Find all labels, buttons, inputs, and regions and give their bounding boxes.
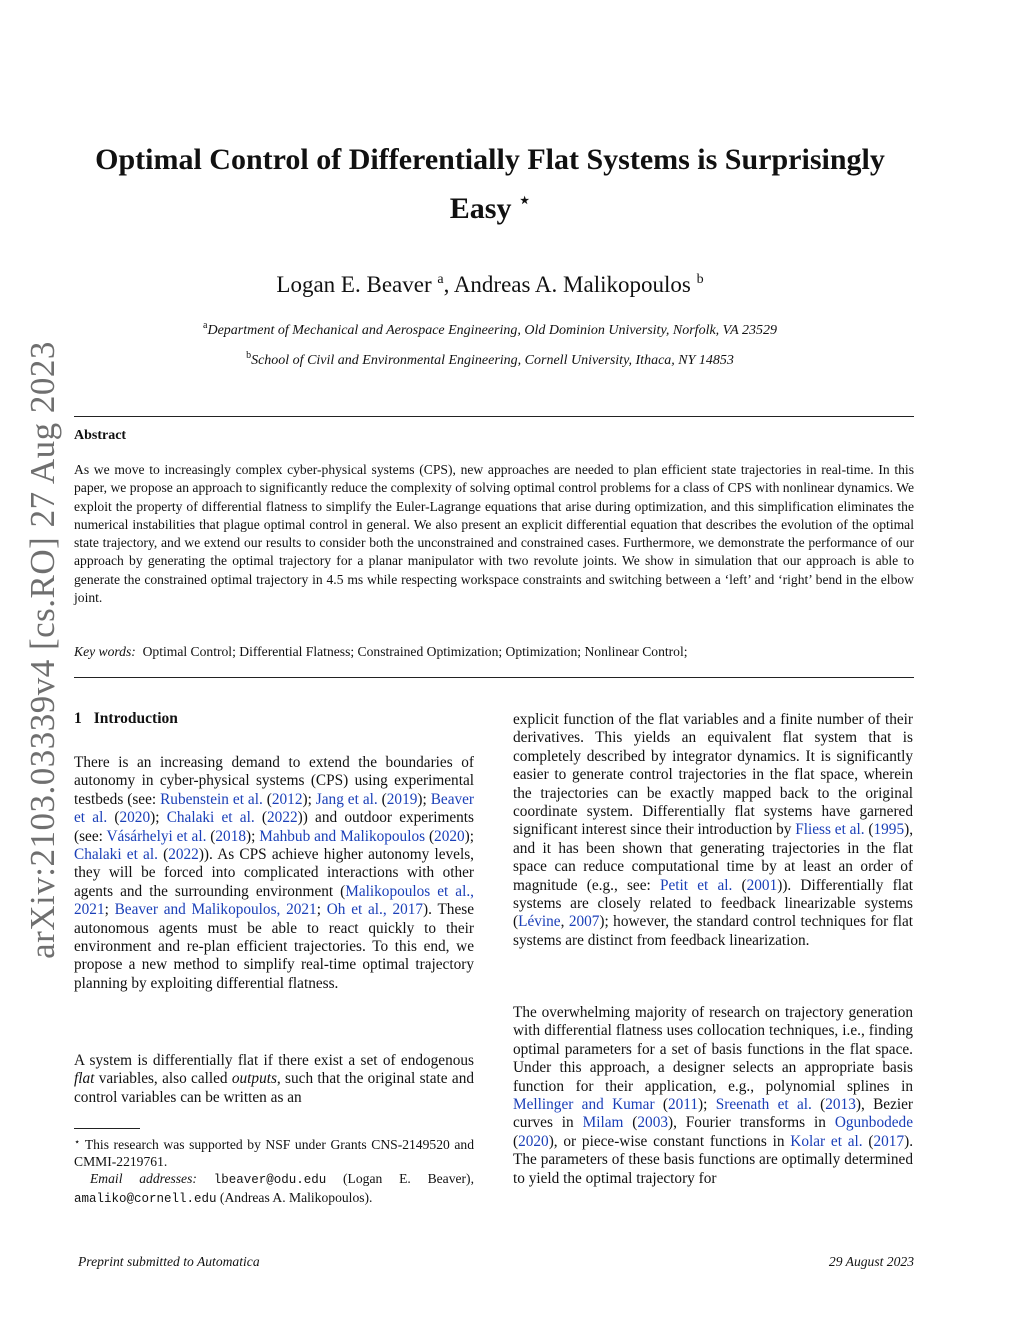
affiliation-b-mark: b — [246, 350, 252, 361]
email-link-beaver[interactable]: lbeaver@odu.edu — [213, 1173, 327, 1187]
citation-link[interactable]: Kolar et al. — [790, 1132, 863, 1150]
affiliation-b-text: School of Civil and Environmental Engineering, Cornell University, Ithaca, NY 14853 — [251, 353, 734, 368]
footer-date: 29 August 2023 — [828, 1254, 914, 1269]
section-number: 1 — [74, 710, 82, 727]
title-word: Easy — [449, 192, 512, 225]
affiliation-a-mark: a — [203, 320, 208, 331]
citation-year-link[interactable]: 2020 — [434, 827, 465, 845]
citation-link[interactable]: Lévine — [518, 913, 561, 931]
footnote-rule — [74, 1128, 140, 1129]
citation-link[interactable]: Milam — [582, 1114, 624, 1132]
citation-link[interactable]: Mellinger and Kumar — [513, 1096, 655, 1114]
citation-link[interactable]: Sreenath et al. — [715, 1096, 812, 1114]
citation-link[interactable]: Beaver et al. — [74, 790, 475, 827]
footer-preprint-note: Preprint submitted to Automatica — [78, 1254, 260, 1269]
citation-link[interactable]: Oh et al., 2017 — [326, 901, 424, 919]
title-line-2 — [60, 180, 920, 229]
paper-title — [60, 140, 920, 229]
affiliation-b — [60, 350, 920, 369]
citation-year-link[interactable]: 2012 — [271, 790, 303, 808]
arxiv-sidebar — [8, 341, 78, 959]
citation-link[interactable]: Beaver and Malikopoulos, 2021 — [114, 901, 317, 919]
footnote-emails: Email addresses: lbeaver@odu.edu (Logan E. Beaver), amaliko@cornell.edu (Andreas A. Malikopoulos). — [74, 1171, 474, 1206]
author-1: Logan E. Beaver — [276, 272, 432, 297]
citation-year-link[interactable]: 2022 — [168, 846, 199, 864]
author-1-affil-mark: a — [437, 272, 444, 287]
affiliation-a-text: Department of Mechanical and Aerospace Engineering, Old Dominion University, Norfolk, VA 23529 — [207, 323, 777, 338]
keywords-label: Key words: — [74, 644, 136, 659]
left-column-paragraph-1: There is an increasing demand to extend the boundaries of autonomy in cyber-physical systems (CPS) using experimental testbeds (see: Rubenstein et al. (2012); Jang et al. (2019); Beaver et al. (2020); Chalaki et al. (2022)) and outdoor experiments (see: Vásárhelyi et al. (2018); Mahbub and Malikopoulos (2020); Chalaki et al. (2022)). As CPS achieve higher autonomy levels, they will be forced into complicated interactions with other agents and the surrounding environment (Malikopoulos et al., 2021; Beaver and Malikopoulos, 2021; Oh et al., 2017). These autonomous agents must be able to react quickly to their environment and re-plan efficient trajectories. To this end, we propose a new method to simplify real-time optimal trajectory planning by exploiting differential flatness. — [74, 754, 475, 992]
title-footnote-mark[interactable]: ⋆ — [518, 190, 531, 210]
citation-year-link[interactable]: 1995 — [873, 821, 905, 839]
author-2: Andreas A. Malikopoulos — [453, 272, 691, 297]
citation-year-link[interactable]: 2001 — [746, 876, 778, 894]
citation-year-link[interactable]: 2019 — [386, 790, 418, 808]
citation-link[interactable]: Chalaki et al. — [166, 809, 255, 827]
citation-year-link[interactable]: 2020 — [518, 1132, 549, 1150]
section-title: Introduction — [93, 710, 178, 727]
title-line-1: Optimal Control of Differentially Flat Systems is Surprisingly — [95, 143, 885, 176]
email-link-malikopoulos[interactable]: amaliko@cornell.edu — [74, 1192, 217, 1206]
citation-year-link[interactable]: 2022 — [267, 809, 298, 827]
right-column-paragraph-2: The overwhelming majority of research on trajectory generation with differential flatness uses collocation techniques, i.e., finding optimal parameters for a set of basis functions in the flat space. Under this approach, a designer selects an appropriate basis function for their application, e.g., polynomial splines in Mellinger and Kumar (2011); Sreenath et al. (2013), Bezier curves in Milam (2003), Fourier transforms in Ogunbodede (2020), or piece-wise constant functions in Kolar et al. (2017). The parameters of these basis functions are optimally determined to yield the optimal trajectory for — [513, 1004, 914, 1187]
citation-link[interactable]: Chalaki et al. — [74, 846, 158, 864]
citation-link[interactable]: Fliess et al. — [795, 821, 865, 839]
keywords — [74, 644, 914, 660]
citation-year-link[interactable]: 2017 — [873, 1132, 905, 1150]
keywords-text: Optimal Control; Differential Flatness; Constrained Optimization; Optimization; Nonlinear Control; — [142, 644, 688, 659]
citation-link[interactable]: Jang et al. — [315, 790, 378, 808]
right-column-paragraph-1: explicit function of the flat variables and a finite number of their derivatives. This yields an equivalent flat system that is completely described by integrator dynamics. It is significantly easier to generate control trajectories in the flat space, wherein the trajectories can be exactly mapped back to the original coordinate system. Differentially flat systems have garnered significant interest since their introduction by Fliess et al. (1995), and it has been shown that generating trajectories in the flat space can reduce computational time by at least an order of magnitude (e.g., see: Petit et al. (2001)). Differentially flat systems are closely related to feedback linearizable systems (Lévine, 2007); however, the standard control techniques for flat systems are distinct from feedback linearization. — [513, 711, 914, 949]
citation-year-link[interactable]: 2003 — [637, 1114, 668, 1132]
citation-link[interactable]: Mahbub and Malikopoulos — [259, 827, 426, 845]
citation-year-link[interactable]: 2013 — [825, 1096, 856, 1114]
email-label: Email addresses: — [90, 1171, 197, 1186]
citation-link[interactable]: Vásárhelyi et al. — [106, 827, 207, 845]
author-list — [60, 272, 920, 298]
citation-link[interactable]: Malikopoulos et al., 2021 — [74, 882, 474, 919]
citation-year-link[interactable]: 2018 — [215, 827, 246, 845]
citation-year-link[interactable]: 2020 — [119, 809, 151, 827]
abstract-bottom-rule — [74, 677, 914, 678]
citation-link[interactable]: Petit et al. — [659, 876, 733, 894]
footnote-funding: ⋆ This research was supported by NSF under Grants CNS-2149520 and CMMI-2219761. — [74, 1137, 474, 1169]
section-heading-introduction — [74, 710, 178, 728]
left-column-paragraph-2: A system is differentially flat if there exist a set of endogenous flat variables, also called outputs, such that the original state and control variables can be written as an — [74, 1052, 474, 1106]
citation-year-link[interactable]: 2011 — [668, 1096, 699, 1114]
author-2-affil-mark: b — [696, 272, 704, 287]
citation-link[interactable]: Rubenstein et al. — [160, 790, 263, 808]
abstract-top-rule — [74, 416, 914, 417]
author-separator: , — [443, 272, 454, 297]
arxiv-identifier: arXiv:2103.03339v4 [cs.RO] 27 Aug 2023 — [23, 341, 62, 959]
affiliation-a — [60, 320, 920, 339]
abstract-text: As we move to increasingly complex cyber-physical systems (CPS), new approaches are needed to plan efficient state trajectories in real-time. In this paper, we propose an approach to significantly reduce the complexity of solving optimal control problems for a class of CPS with nonlinear dynamics. We exploit the property of differential flatness to simplify the Euler-Lagrange equations that arise during optimization, and this simplification eliminates the numerical instabilities that plague optimal control in general. We also present an explicit differential equation that describes the evolution of the optimal state trajectory, and we extend our results to consider both the unconstrained and constrained cases. Furthermore, we demonstrate the performance of our approach by generating the optimal trajectory for a planar manipulator with two revolute joints. We show in simulation that our approach is able to generate the constrained optimal trajectory in 4.5 ms while respecting workspace constraints and switching between a ‘left’ and ‘right’ bend in the elbow joint. — [74, 462, 914, 606]
abstract-heading: Abstract — [74, 428, 127, 443]
citation-link[interactable]: Ogunbodede — [834, 1114, 913, 1132]
citation-year-link[interactable]: 2007 — [568, 913, 600, 931]
footnote-mark: ⋆ — [74, 1137, 81, 1148]
